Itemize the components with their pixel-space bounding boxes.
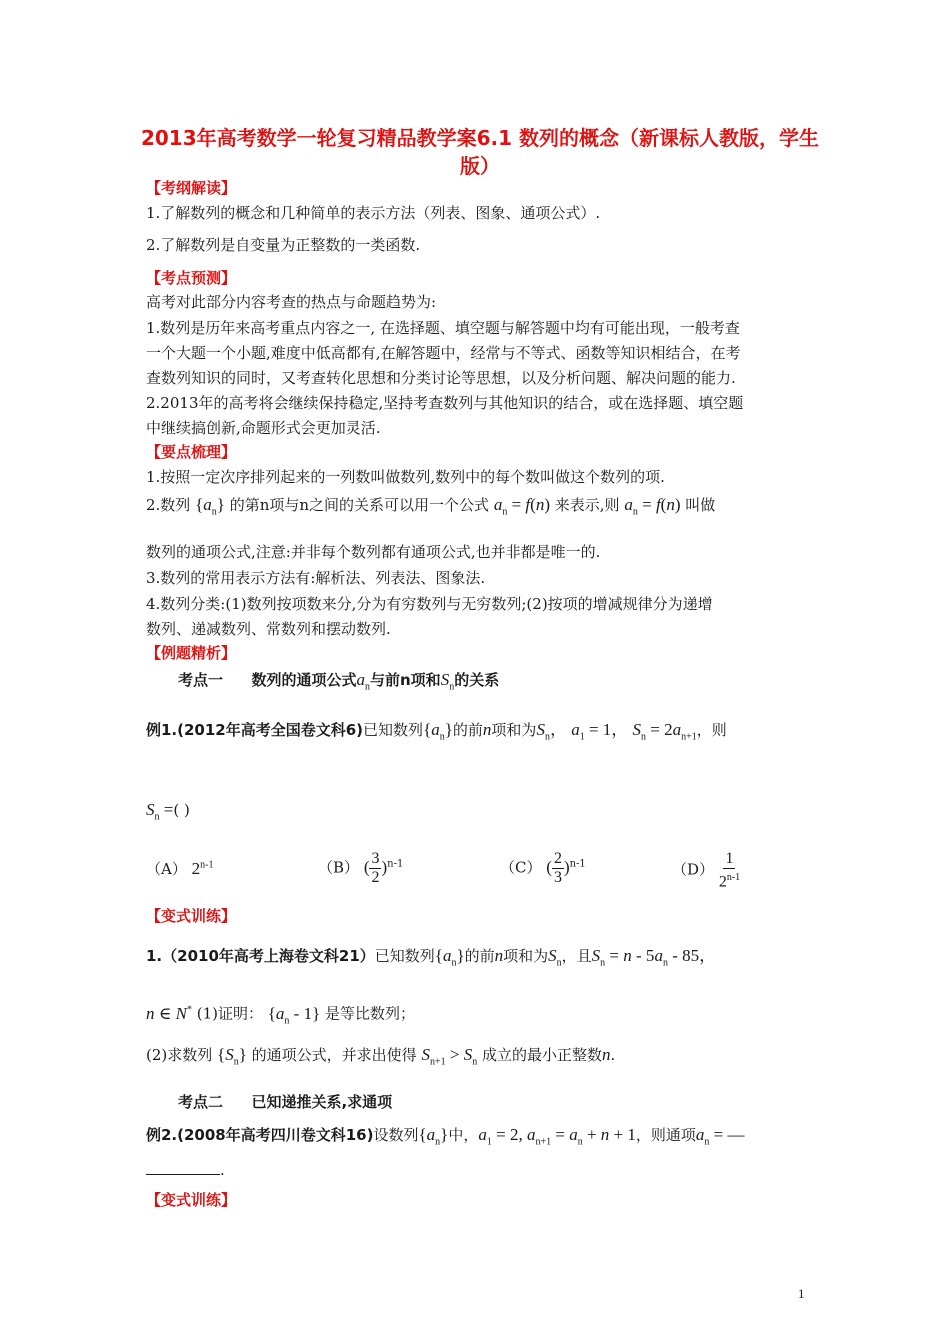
exercise-1-text-b: 的前 (464, 947, 495, 965)
option-b-fraction: $\frac{3}{2}$ (371, 850, 380, 886)
exercise-1-head: 1.（2010年高考上海卷文科21） (146, 947, 375, 965)
ydsl-p2-cont: 数列的通项公式,注意:并非每个数列都有通项公式,也并非都是唯一的. (146, 543, 601, 561)
section-heading-kdyc: 【考点预测】 (146, 269, 237, 287)
kdyc-line-1: 1.数列是历年来高考重点内容之一, 在选择题、填空题与解答题中均有可能出现，一般考查 (146, 319, 740, 337)
kaodian-2-text: 已知递推关系,求通项 (251, 1093, 393, 1111)
ex-sequence: $\{a_n\}$ (434, 946, 465, 969)
kaodian-1-heading (178, 670, 499, 697)
exercise-1-text-c: 项和为 (503, 947, 549, 965)
kgjd-item-1: 1.了解数列的概念和几种简单的表示方法（列表、图象、通项公式）. (146, 204, 601, 222)
ex1-option-b: （B） ( $\frac{3}{2}$ )$^{n-1}$ (318, 850, 404, 886)
ex1-option-a (146, 858, 213, 879)
section-heading-kgjd: 【考纲解读】 (146, 179, 237, 197)
exercise-1-q2-text-b: 的通项公式，并求出使得 (251, 1046, 417, 1064)
ex1-sequence: $\{a_n\}$ (423, 720, 453, 743)
example-1-text-a: 已知数列 (363, 721, 424, 739)
kaodian-1-text-c: 的关系 (454, 671, 500, 689)
section-heading-bsxl-2: 【变式训练】 (146, 1191, 237, 1209)
example-2-text-a: 设数列 (373, 1126, 419, 1144)
ex1-question (146, 800, 190, 827)
ydsl-point-4b: 数列、递减数列、常数列和摆动数列. (146, 620, 391, 638)
an-minus-1: $\{a_n - 1\}$ (267, 1003, 321, 1027)
page-number: 1 (798, 1286, 805, 1301)
example-1: 例1.(2012年高考全国卷文科6)已知数列$\{a_n\}$的前n项和为$S_n$， $a_1 = 1$， $S_n = 2a_{n+1}$，则 (146, 720, 727, 743)
ex1-option-c: （C） ( $\frac{2}{3}$ )$^{n-1}$ (500, 850, 586, 886)
ydsl-point-3: 3.数列的常用表示方法有:解析法、列表法、图象法. (146, 569, 486, 587)
sequence-an-formula: $\{a_n\}$ (195, 495, 225, 518)
ex2-an-blank: $a_n$ = — (695, 1125, 745, 1148)
kdyc-line-0: 高考对此部分内容考查的热点与命题趋势为: (146, 293, 437, 311)
exercise-1-q1-text-b: 是等比数列； (325, 1004, 416, 1023)
ydsl-p2-text-c: 来表示,则 (554, 496, 620, 514)
exercise-1-q2: (2)求数列 $\{S_n\}$ 的通项公式，并求出使得 $S_{n+1} > S_n$ 成立的最小正整数n. (146, 1045, 616, 1068)
option-a-label: （A） (146, 860, 187, 878)
ydsl-point-1: 1.按照一定次序排列起来的一列数叫做数列,数列中的每个数叫做这个数列的项. (146, 468, 665, 486)
sn-inequality: $S_{n+1} > S_n$ (421, 1045, 478, 1068)
sn-symbol: $S_n$ (440, 670, 455, 693)
ex2-recurrence: $a_1 = 2$, $a_{n+1} = a_n + n + 1$ (478, 1125, 636, 1148)
example-2 (146, 1125, 744, 1152)
section-heading-ydsl: 【要点梳理】 (146, 443, 237, 461)
ex1-answer-paren: ( ) (173, 801, 190, 819)
exercise-1-q2-text-a: (2)求数列 (146, 1046, 213, 1064)
section-heading-ltjx: 【例题精析】 (146, 644, 237, 662)
exercise-1-text-a: 已知数列 (374, 947, 435, 965)
formula-an-fn-2: $a_n = f(n)$ (624, 495, 681, 518)
document-title: 2013年高考数学一轮复习精品教学案6.1 数列的概念（新课标人教版，学生版） (140, 126, 820, 178)
option-b-label: （B） (318, 858, 360, 877)
kdyc-line-4: 2.2013年的高考将会继续保持稳定,坚持考查数列与其他知识的结合，或在选择题、填空题 (146, 394, 744, 412)
sn-sequence: $\{S_n\}$ (217, 1045, 247, 1068)
exercise-1-condition: $S_n = n - 5a_n - 85$， (591, 946, 717, 969)
an-symbol: $a_n$ (356, 670, 370, 693)
example-2-text-c: ，则通项 (635, 1126, 696, 1144)
example-1-text-b: 的前 (452, 721, 483, 739)
ydsl-p2-text-b: 的第n项与n之间的关系可以用一个公式 (229, 496, 490, 514)
kaodian-2-heading (178, 1092, 392, 1112)
ex2-sequence: $\{a_n\}$ (418, 1125, 449, 1148)
exercise-1-q1-text-a: (1)证明： (196, 1004, 263, 1023)
option-a-formula: 2$^{n-1}$ (191, 859, 214, 878)
example-1-head: 例1.(2012年高考全国卷文科6) (146, 721, 364, 739)
example-2-head: 例2.(2008年高考四川卷文科16) (146, 1126, 374, 1144)
option-c-fraction: $\frac{2}{3}$ (553, 850, 562, 886)
ex1-option-d (672, 850, 740, 891)
section-heading-bsxl-1: 【变式训练】 (146, 907, 237, 925)
option-d-label: （D） (672, 860, 715, 879)
ydsl-p2-text-d: 叫做 (685, 496, 716, 514)
ex2-answer-blank: . (146, 1160, 225, 1180)
ydsl-point-4a: 4.数列分类:(1)数列按项数来分,分为有穷数列与无穷数列;(2)按项的增减规律分为递增 (146, 595, 713, 613)
option-c-label: （C） (500, 858, 542, 877)
kgjd-item-2: 2.了解数列是自变量为正整数的一类函数. (146, 236, 421, 254)
kdyc-line-3: 查数列知识的同时，又考查转化思想和分类讨论等思想，以及分析问题、解决问题的能力. (146, 369, 736, 387)
kdyc-line-5: 中继续搞创新,命题形式会更加灵活. (146, 419, 381, 437)
exercise-1-q1 (146, 1000, 415, 1031)
kaodian-2-label: 考点二 (178, 1093, 224, 1111)
example-1-text-c: 项和为 (491, 721, 537, 739)
kaodian-1-text-b: 与前n项和 (370, 671, 441, 689)
ydsl-p2-text-a: 2.数列 (146, 496, 191, 514)
kaodian-1-label: 考点一 (178, 671, 224, 689)
kdyc-line-2: 一个大题一个小题,难度中低高都有,在解答题中，经常与不等式、函数等知识相结合，在考 (146, 344, 741, 362)
exercise-1-text-d: ，且 (561, 947, 592, 965)
formula-an-fn: $a_n = f(n)$ (493, 495, 550, 518)
exercise-1-q2-text-c: 成立的最小正整数 (481, 1046, 602, 1064)
kaodian-1-text-a: 数列的通项公式 (251, 671, 357, 689)
ydsl-point-2 (146, 495, 715, 522)
n-in-N: n ∈ N* (146, 1003, 192, 1023)
example-1-text-d: ，则 (696, 721, 727, 739)
example-2-text-b: 中， (448, 1126, 479, 1144)
exercise-1: 1.（2010年高考上海卷文科21）已知数列$\{a_n\}$的前n项和为$S_n$，且$S_n = n - 5a_n - 85$， (146, 946, 717, 969)
option-d-fraction: $\frac{1}{2^{n-1}}$ (718, 850, 741, 891)
ex1-sn-eq: $S_n$ = (146, 800, 174, 823)
ex1-conditions: $S_n$， $a_1 = 1$， $S_n = 2a_{n+1}$ (536, 720, 697, 743)
